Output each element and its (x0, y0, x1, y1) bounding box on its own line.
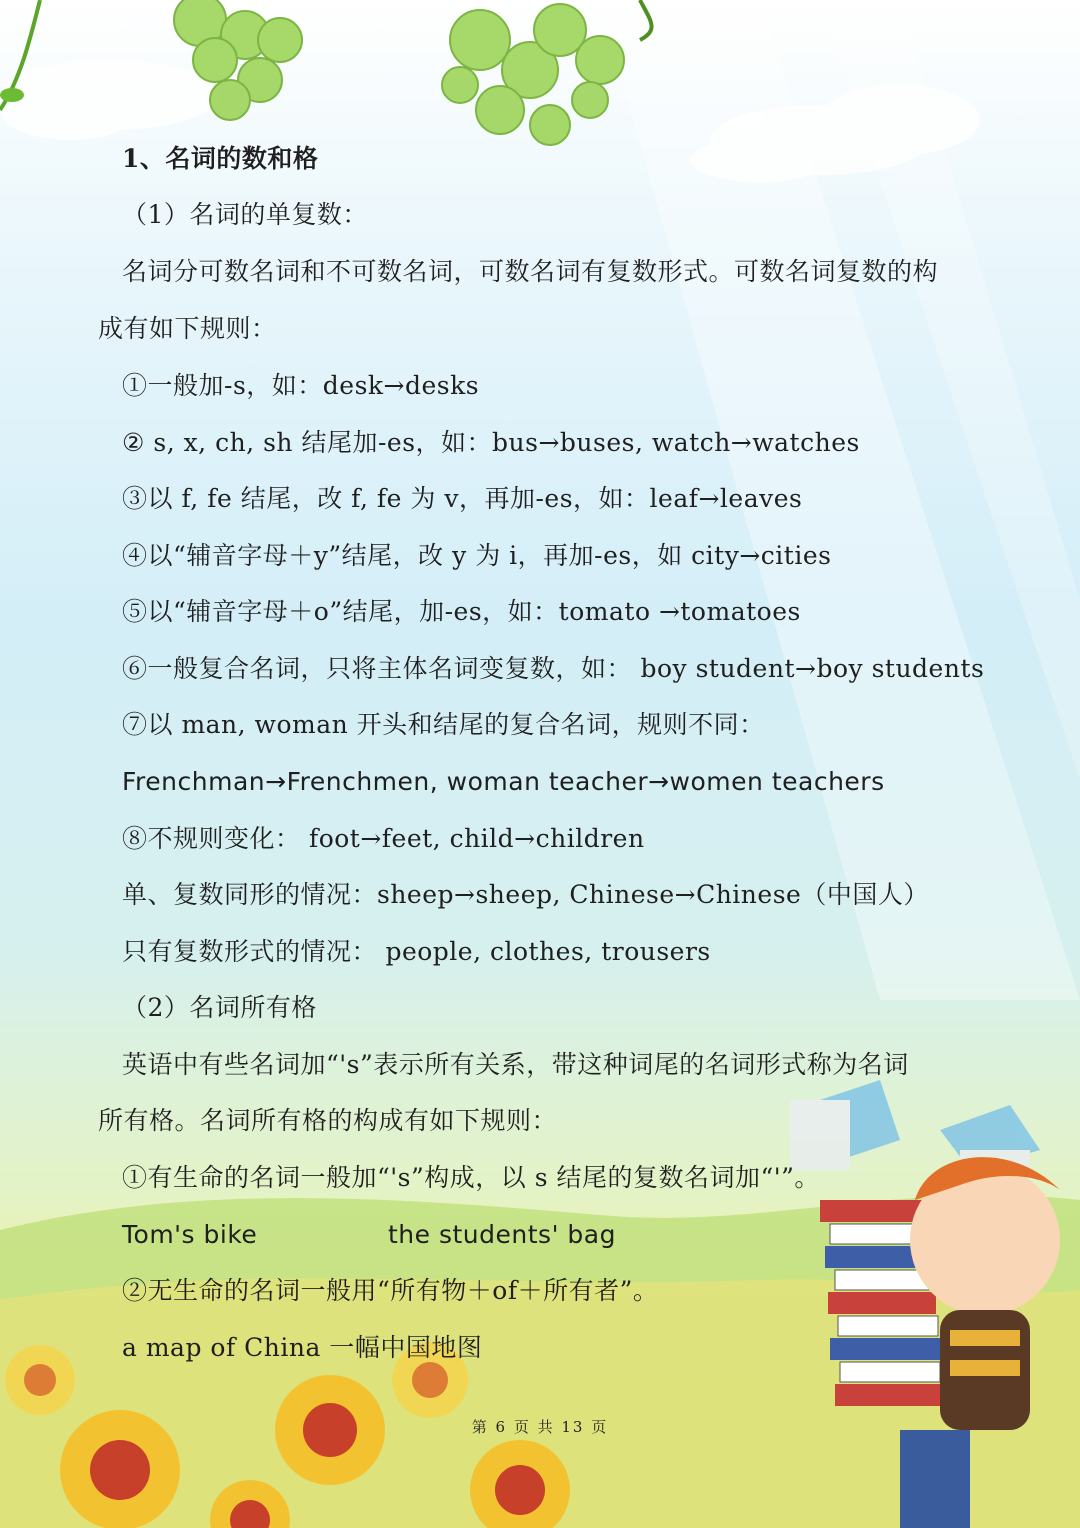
rule-1: ①一般加-s，如：desk→desks (122, 371, 480, 400)
rule-6: ⑥一般复合名词，只将主体名词变复数，如： boy student→boy students (122, 654, 985, 683)
heading: 1、名词的数和格 (122, 144, 319, 173)
section-2-title: （2）名词所有格 (122, 993, 317, 1022)
rule-2: ② s, x, ch, sh 结尾加-es，如：bus→buses, watch→watches (122, 428, 860, 457)
rule-8: ⑧不规则变化： foot→feet, child→children (122, 824, 645, 853)
rule-7-example: Frenchman→Frenchmen, woman teacher→women teachers (122, 767, 885, 796)
plural-only-note: 只有复数形式的情况： people, clothes, trousers (122, 937, 711, 966)
example-students-bag: the students' bag (388, 1220, 616, 1249)
rule-3: ③以 f, fe 结尾，改 f, fe 为 v，再加-es，如：leaf→leaves (122, 484, 803, 513)
page-number-footer: 第 6 页 共 13 页 (471, 1418, 609, 1436)
intro-line-1: 名词分可数名词和不可数名词，可数名词有复数形式。可数名词复数的构 (122, 257, 939, 286)
example-toms-bike: Tom's bike (122, 1220, 258, 1249)
same-form-note: 单、复数同形的情况：sheep→sheep, Chinese→Chinese（中国人） (122, 880, 929, 909)
rule-5: ⑤以“辅音字母＋o”结尾，加-es，如：tomato →tomatoes (122, 597, 801, 626)
possessive-rule-2: ②无生命的名词一般用“所有物＋of＋所有者”。 (122, 1276, 659, 1305)
example-map-of-china: a map of China 一幅中国地图 (122, 1333, 483, 1362)
rule-4: ④以“辅音字母＋y”结尾，改 y 为 i，再加-es，如 city→cities (122, 541, 832, 570)
possessive-intro-1: 英语中有些名词加“'s”表示所有关系，带这种词尾的名词形式称为名词 (122, 1050, 909, 1079)
intro-line-2: 成有如下规则： (98, 314, 277, 343)
rule-7: ⑦以 man, woman 开头和结尾的复合名词，规则不同： (122, 710, 765, 739)
possessive-intro-2: 所有格。名词所有格的构成有如下规则： (98, 1106, 558, 1135)
possessive-rule-1: ①有生命的名词一般加“'s”构成，以 s 结尾的复数名词加“'”。 (122, 1163, 820, 1192)
section-1-title: （1）名词的单复数： (122, 200, 368, 229)
